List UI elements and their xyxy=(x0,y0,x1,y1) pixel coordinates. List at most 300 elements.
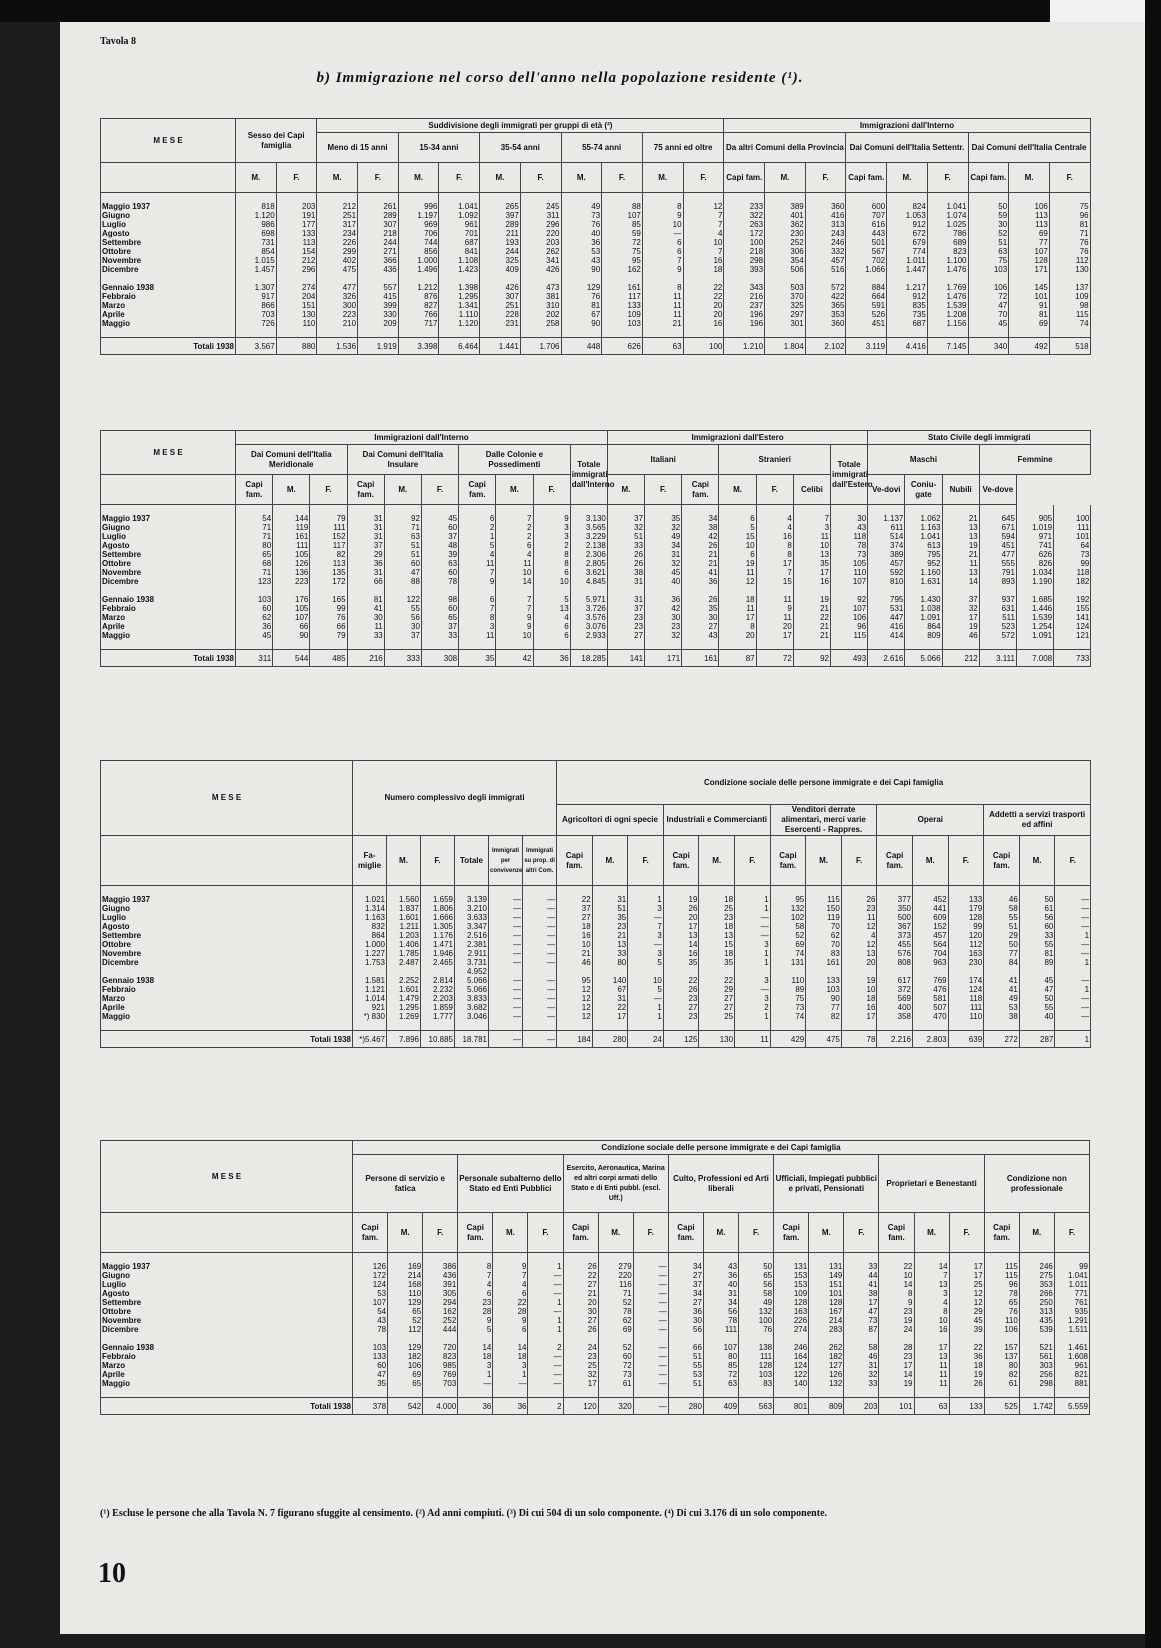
month-label: Aprile xyxy=(101,622,236,631)
sub-header: M. xyxy=(317,163,358,193)
cell: 45 xyxy=(1019,976,1055,985)
cell: 52 xyxy=(598,1343,633,1352)
cell: 14 xyxy=(496,577,533,586)
cell: — xyxy=(489,931,523,940)
cell: 37 xyxy=(421,622,458,631)
cell: 252 xyxy=(765,238,806,247)
cell: 52 xyxy=(770,931,806,940)
total-label: Totali 1938 xyxy=(101,1031,353,1048)
header-condizione-sociale: Condizione sociale delle persone immigrate e dei Capi famiglia xyxy=(353,1141,1090,1155)
cell: 1.461 xyxy=(1054,1343,1089,1352)
cell: 37 xyxy=(668,1280,703,1289)
cell: 572 xyxy=(805,283,846,292)
cell: 769 xyxy=(913,976,949,985)
cell: 22 xyxy=(493,1298,528,1307)
cell: 9 xyxy=(496,622,533,631)
cell: 244 xyxy=(480,247,521,256)
cell xyxy=(1049,274,1090,283)
cell: 115 xyxy=(831,631,868,640)
cell: 9 xyxy=(493,1316,528,1325)
cell: — xyxy=(633,1343,668,1352)
cell: 1.208 xyxy=(927,310,968,319)
cell: — xyxy=(523,976,557,985)
cell: — xyxy=(523,1012,557,1021)
total-cell: 141 xyxy=(607,650,644,667)
cell: 443 xyxy=(846,229,887,238)
cell: — xyxy=(1055,949,1091,958)
cell: 40 xyxy=(703,1280,738,1289)
cell: 1.496 xyxy=(398,265,439,274)
cell: 263 xyxy=(724,220,765,229)
cell: 37 xyxy=(384,631,421,640)
cell: 46 xyxy=(984,895,1020,904)
cell: 71 xyxy=(384,523,421,532)
cell: 893 xyxy=(979,577,1016,586)
cell: 60 xyxy=(353,1361,388,1370)
cell: — xyxy=(489,1003,523,1012)
cell: 3.347 xyxy=(455,922,489,931)
table-row xyxy=(101,958,1091,967)
cell: 128 xyxy=(774,1298,809,1307)
month-label: Ottobre xyxy=(101,559,236,568)
cell: 296 xyxy=(520,220,561,229)
cell: 9 xyxy=(879,1298,914,1307)
cell: 14 xyxy=(879,1370,914,1379)
cell: 96 xyxy=(984,1280,1019,1289)
cell: 717 xyxy=(398,319,439,328)
cell: 103 xyxy=(353,1343,388,1352)
cell: 53 xyxy=(984,1003,1020,1012)
table-row xyxy=(101,292,1091,301)
cell: 174 xyxy=(948,976,984,985)
total-cell: 320 xyxy=(598,1398,633,1415)
cell: 218 xyxy=(724,247,765,256)
cell: 2.306 xyxy=(570,550,607,559)
cell: 8 xyxy=(756,541,793,550)
cell: 531 xyxy=(868,604,905,613)
cell: 161 xyxy=(806,958,842,967)
cell: 34 xyxy=(703,1298,738,1307)
cell: 771 xyxy=(1054,1289,1089,1298)
header-colonie: Dalle Colonie e Possedimenti xyxy=(459,445,571,475)
cell: 386 xyxy=(423,1262,458,1271)
cell: 7 xyxy=(628,922,664,931)
cell: 34 xyxy=(668,1262,703,1271)
cell: 3.621 xyxy=(570,568,607,577)
sub-header: Ve-dove xyxy=(979,475,1016,505)
cell xyxy=(480,274,521,283)
cell: 138 xyxy=(739,1343,774,1352)
cell: 426 xyxy=(520,265,561,274)
sub-header: Ve-dovi xyxy=(868,475,905,505)
cell: 10 xyxy=(496,568,533,577)
cell: 5 xyxy=(458,1325,493,1334)
cell: 32 xyxy=(607,523,644,532)
month-label xyxy=(101,274,236,283)
cell: 65 xyxy=(388,1379,423,1388)
cell: 56 xyxy=(739,1280,774,1289)
cell: 16 xyxy=(683,256,724,265)
cell: 1 xyxy=(735,949,771,958)
cell: 13 xyxy=(592,940,628,949)
cell: 111 xyxy=(310,523,347,532)
cell: 884 xyxy=(846,283,887,292)
cell: 71 xyxy=(236,532,273,541)
cell: 106 xyxy=(984,1325,1019,1334)
cell: 98 xyxy=(421,595,458,604)
cell: 161 xyxy=(602,283,643,292)
cell: 8 xyxy=(719,622,756,631)
cell xyxy=(683,274,724,283)
cell: 136 xyxy=(273,568,310,577)
cell: 569 xyxy=(877,994,913,1003)
cell: 81 xyxy=(347,595,384,604)
cell xyxy=(879,1334,914,1343)
table-row xyxy=(101,319,1091,328)
cell: 266 xyxy=(1019,1289,1054,1298)
header-insulare: Dai Comuni dell'Italia Insulare xyxy=(347,445,459,475)
cell: 31 xyxy=(645,550,682,559)
cell: 1.120 xyxy=(439,319,480,328)
cell xyxy=(1019,967,1055,976)
sub-header: Capi fam. xyxy=(846,163,887,193)
cell: 841 xyxy=(439,247,480,256)
cell: 112 xyxy=(1049,256,1090,265)
cell xyxy=(602,274,643,283)
cell: 128 xyxy=(809,1298,844,1307)
cell xyxy=(398,274,439,283)
cell: 354 xyxy=(765,256,806,265)
total-cell: 2.216 xyxy=(877,1031,913,1048)
total-cell: 212 xyxy=(942,650,979,667)
cell xyxy=(877,967,913,976)
cell: 33 xyxy=(844,1379,879,1388)
cell: 1 xyxy=(528,1325,563,1334)
total-cell: 280 xyxy=(592,1031,628,1048)
cell: 176 xyxy=(273,595,310,604)
header-operai: Operai xyxy=(877,805,984,836)
cell: 96 xyxy=(1049,211,1090,220)
cell: — xyxy=(489,922,523,931)
cell: 961 xyxy=(1054,1361,1089,1370)
cell: 24 xyxy=(563,1343,598,1352)
page-title: b) Immigrazione nel corso dell'anno nella popolazione residente (¹). xyxy=(316,70,804,86)
cell: — xyxy=(633,1352,668,1361)
cell: 687 xyxy=(439,238,480,247)
table-row xyxy=(101,274,1091,283)
cell: — xyxy=(633,1289,668,1298)
cell: 110 xyxy=(276,319,317,328)
cell: 1.021 xyxy=(353,895,387,904)
cell: 112 xyxy=(948,940,984,949)
cell: 60 xyxy=(421,523,458,532)
total-cell: 492 xyxy=(1009,338,1050,355)
cell: *) 830 xyxy=(353,1012,387,1021)
cell: 1.295 xyxy=(387,1003,421,1012)
total-cell: 36 xyxy=(493,1398,528,1415)
cell: 27 xyxy=(557,913,593,922)
cell: 864 xyxy=(905,622,942,631)
cell: 31 xyxy=(607,577,644,586)
cell: 397 xyxy=(480,211,521,220)
cell: 49 xyxy=(984,994,1020,1003)
cell: 13 xyxy=(663,931,699,940)
cell: 56 xyxy=(668,1325,703,1334)
table-row xyxy=(101,550,1091,559)
cell: 1.631 xyxy=(905,577,942,586)
cell: 36 xyxy=(561,238,602,247)
cell: 41 xyxy=(984,976,1020,985)
cell: 11 xyxy=(756,613,793,622)
cell: 856 xyxy=(398,247,439,256)
cell: 294 xyxy=(423,1298,458,1307)
cell: 26 xyxy=(563,1262,598,1271)
month-label: Aprile xyxy=(101,1370,353,1379)
cell: 19 xyxy=(841,976,877,985)
header-persone-servizio: Persone di servizio e fatica xyxy=(353,1155,458,1213)
month-label: Novembre xyxy=(101,1316,353,1325)
cell: 101 xyxy=(809,1289,844,1298)
cell: 52 xyxy=(968,229,1009,238)
cell: 3 xyxy=(459,622,496,631)
cell: 63 xyxy=(703,1379,738,1388)
cell: 107 xyxy=(831,577,868,586)
cell: 476 xyxy=(913,985,949,994)
header-condizione-sociale: Condizione sociale delle persone immigrate e dei Capi famiglia xyxy=(557,761,1091,805)
cell: — xyxy=(528,1352,563,1361)
table-row xyxy=(101,1316,1090,1325)
cell: 107 xyxy=(703,1343,738,1352)
cell: 211 xyxy=(480,229,521,238)
cell: 130 xyxy=(276,310,317,319)
cell: 330 xyxy=(358,310,399,319)
cell: 18 xyxy=(949,1361,984,1370)
total-cell: 475 xyxy=(806,1031,842,1048)
table-row xyxy=(101,904,1091,913)
cell: 289 xyxy=(358,211,399,220)
total-cell: — xyxy=(633,1398,668,1415)
sub-header: M. xyxy=(765,163,806,193)
cell: 66 xyxy=(273,622,310,631)
cell xyxy=(844,1334,879,1343)
cell: — xyxy=(528,1307,563,1316)
cell: 4 xyxy=(756,523,793,532)
cell: 60 xyxy=(384,559,421,568)
cell: 555 xyxy=(979,559,1016,568)
cell: 98 xyxy=(1049,301,1090,310)
cell: 311 xyxy=(520,211,561,220)
cell: 51 xyxy=(384,541,421,550)
table-row xyxy=(101,895,1091,904)
sub-header: F. xyxy=(602,163,643,193)
cell: 8 xyxy=(533,559,570,568)
cell: — xyxy=(633,1298,668,1307)
cell: 343 xyxy=(724,283,765,292)
cell: 33 xyxy=(592,949,628,958)
header-75: 75 anni ed oltre xyxy=(642,133,724,163)
cell: 912 xyxy=(887,292,928,301)
total-cell: 11 xyxy=(735,1031,771,1048)
sub-header: Celibi xyxy=(793,475,830,505)
cell: 3.229 xyxy=(570,532,607,541)
cell: 3.130 xyxy=(570,514,607,523)
cell: 2 xyxy=(496,523,533,532)
header-immigrazioni-interno: Immigrazioni dall'Interno xyxy=(236,431,608,445)
cell: 68 xyxy=(236,559,273,568)
total-cell: 10.885 xyxy=(421,1031,455,1048)
cell: — xyxy=(1055,994,1091,1003)
cell: 77 xyxy=(1009,238,1050,247)
cell xyxy=(682,586,719,595)
cell: 17 xyxy=(879,1361,914,1370)
cell: 332 xyxy=(805,247,846,256)
cell: 214 xyxy=(388,1271,423,1280)
cell: 4 xyxy=(841,931,877,940)
cell: 55 xyxy=(384,604,421,613)
cell: 30 xyxy=(668,1316,703,1325)
cell: 19 xyxy=(942,541,979,550)
cell: 1.091 xyxy=(1016,631,1053,640)
cell: — xyxy=(528,1370,563,1379)
cell xyxy=(236,274,277,283)
cell: 572 xyxy=(979,631,1016,640)
cell: 14 xyxy=(663,940,699,949)
month-label xyxy=(101,586,236,595)
cell: — xyxy=(633,1361,668,1370)
cell: 56 xyxy=(1019,913,1055,922)
cell: 29 xyxy=(699,985,735,994)
cell: 664 xyxy=(846,292,887,301)
cell xyxy=(633,1334,668,1343)
cell: 11 xyxy=(459,559,496,568)
month-label: Maggio xyxy=(101,1012,353,1021)
cell: 301 xyxy=(765,319,806,328)
cell: 220 xyxy=(520,229,561,238)
cell: — xyxy=(523,931,557,940)
total-row xyxy=(101,1031,1091,1048)
cell: 26 xyxy=(663,985,699,994)
cell: 3 xyxy=(735,940,771,949)
cell: 11 xyxy=(914,1361,949,1370)
sub-header: F. xyxy=(756,475,793,505)
cell: 37 xyxy=(607,604,644,613)
cell: 17 xyxy=(563,1379,598,1388)
cell: 1.753 xyxy=(353,958,387,967)
cell: 15 xyxy=(756,577,793,586)
cell: 99 xyxy=(310,604,347,613)
cell: 43 xyxy=(561,256,602,265)
month-label: Maggio xyxy=(101,631,236,640)
cell: 1.406 xyxy=(387,940,421,949)
cell xyxy=(735,967,771,976)
cell: — xyxy=(489,976,523,985)
cell xyxy=(598,1334,633,1343)
total-cell: 2 xyxy=(528,1398,563,1415)
cell: 600 xyxy=(846,202,887,211)
cell: 996 xyxy=(398,202,439,211)
total-cell: 733 xyxy=(1054,650,1091,667)
cell: 31 xyxy=(592,994,628,1003)
cell: 786 xyxy=(927,229,968,238)
cell: 79 xyxy=(310,631,347,640)
cell: 3.210 xyxy=(455,904,489,913)
cell: 109 xyxy=(602,310,643,319)
cell: 73 xyxy=(598,1370,633,1379)
cell: 47 xyxy=(353,1370,388,1379)
cell: 1 xyxy=(528,1316,563,1325)
cell: 81 xyxy=(561,301,602,310)
cell: 322 xyxy=(724,211,765,220)
cell: 881 xyxy=(1054,1379,1089,1388)
sub-header: Capi fam. xyxy=(563,1213,598,1253)
cell: 1.163 xyxy=(905,523,942,532)
cell: 66 xyxy=(347,577,384,586)
cell: 1 xyxy=(628,1012,664,1021)
cell: 36 xyxy=(682,577,719,586)
cell: 701 xyxy=(439,229,480,238)
cell: 1.041 xyxy=(927,202,968,211)
cell: 47 xyxy=(384,568,421,577)
header-meno15: Meno di 15 anni xyxy=(317,133,398,163)
cell: 21 xyxy=(942,514,979,523)
cell: 92 xyxy=(384,514,421,523)
cell: 810 xyxy=(868,577,905,586)
cell: 1.314 xyxy=(353,904,387,913)
cell: 592 xyxy=(868,568,905,577)
cell: 51 xyxy=(592,904,628,913)
cell: 118 xyxy=(831,532,868,541)
cell: 457 xyxy=(913,931,949,940)
cell: 100 xyxy=(739,1316,774,1325)
cell: 182 xyxy=(388,1352,423,1361)
cell: 3 xyxy=(628,931,664,940)
cell: 306 xyxy=(765,247,806,256)
cell: 212 xyxy=(317,202,358,211)
cell: 4 xyxy=(533,613,570,622)
cell: 671 xyxy=(979,523,1016,532)
cell: 127 xyxy=(809,1361,844,1370)
cell: 75 xyxy=(1049,202,1090,211)
cell: 11 xyxy=(914,1379,949,1388)
cell: 1 xyxy=(628,895,664,904)
cell: 17 xyxy=(719,613,756,622)
cell: 1.601 xyxy=(387,985,421,994)
cell: 38 xyxy=(607,568,644,577)
cell xyxy=(439,274,480,283)
cell: 1 xyxy=(735,1012,771,1021)
cell: 61 xyxy=(598,1379,633,1388)
cell xyxy=(927,274,968,283)
cell: 21 xyxy=(942,550,979,559)
cell: 561 xyxy=(1019,1352,1054,1361)
cell: 50 xyxy=(1019,994,1055,1003)
total-cell: 63 xyxy=(914,1398,949,1415)
header-15-34: 15-34 anni xyxy=(398,133,479,163)
cell: 11 xyxy=(841,913,877,922)
cell: — xyxy=(633,1271,668,1280)
cell: 165 xyxy=(310,595,347,604)
cell: — xyxy=(735,922,771,931)
cell: 111 xyxy=(948,1003,984,1012)
cell: 132 xyxy=(809,1379,844,1388)
cell: 202 xyxy=(520,310,561,319)
cell: 22 xyxy=(683,283,724,292)
cell: 1.110 xyxy=(439,310,480,319)
cell: 33 xyxy=(1019,931,1055,940)
cell: 373 xyxy=(877,931,913,940)
cell: 75 xyxy=(968,256,1009,265)
cell: 164 xyxy=(774,1352,809,1361)
